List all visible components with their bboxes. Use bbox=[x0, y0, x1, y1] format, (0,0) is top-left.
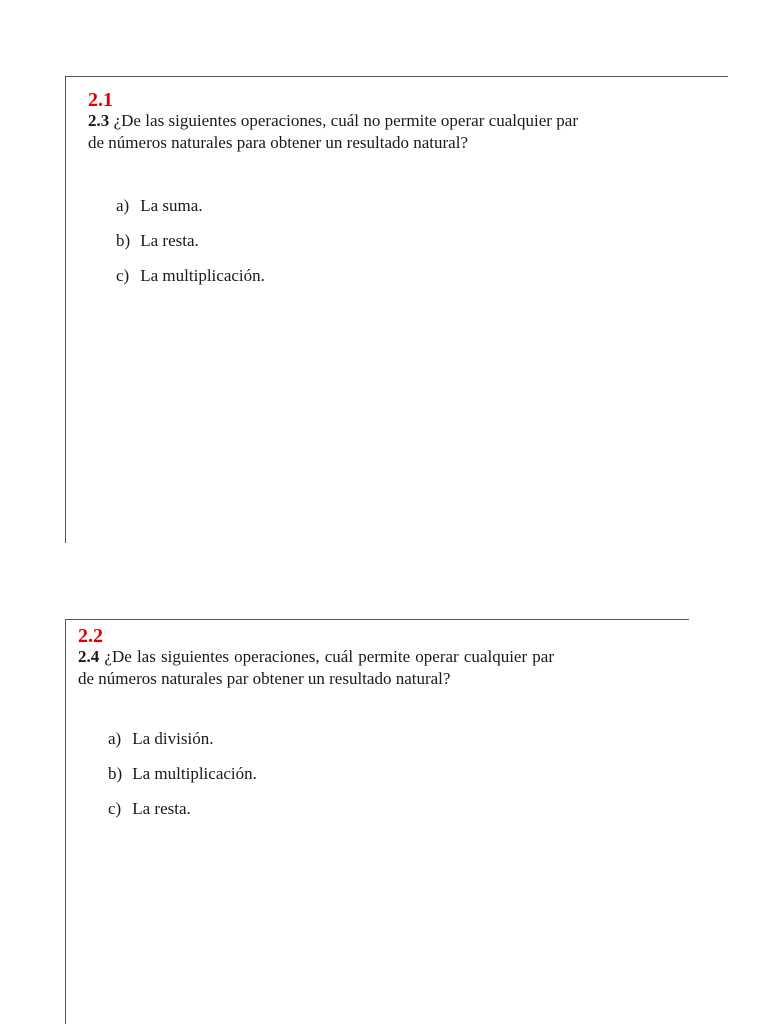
option-text: La resta. bbox=[132, 799, 191, 818]
option-letter: b) bbox=[108, 764, 123, 783]
question-text bbox=[88, 110, 578, 154]
answer-option-a[interactable] bbox=[116, 195, 265, 217]
answer-option-b[interactable] bbox=[116, 230, 265, 252]
option-text: La multiplicación. bbox=[140, 266, 265, 285]
option-letter: c) bbox=[116, 266, 130, 285]
option-text: La suma. bbox=[140, 196, 203, 215]
option-letter: c) bbox=[108, 799, 122, 818]
answer-option-c[interactable] bbox=[108, 798, 257, 820]
question-number: 2.4 bbox=[78, 647, 100, 666]
question-body: ¿De las siguientes operaciones, cuál permite operar cualquier par de números naturales par obtener un resultado natural? bbox=[78, 647, 554, 688]
option-letter: a) bbox=[116, 196, 130, 215]
option-text: La multiplicación. bbox=[132, 764, 257, 783]
question-number: 2.3 bbox=[88, 111, 110, 130]
question-text bbox=[78, 646, 554, 690]
answer-option-b[interactable] bbox=[108, 763, 257, 785]
answer-option-a[interactable] bbox=[108, 728, 257, 750]
option-letter: a) bbox=[108, 729, 122, 748]
question-card-2 bbox=[65, 619, 689, 1024]
answer-options bbox=[116, 195, 265, 300]
section-number: 2.1 bbox=[88, 89, 113, 111]
option-text: La división. bbox=[132, 729, 214, 748]
answer-option-c[interactable] bbox=[116, 265, 265, 287]
question-card-1 bbox=[65, 76, 728, 543]
answer-options bbox=[108, 728, 257, 833]
option-text: La resta. bbox=[140, 231, 199, 250]
option-letter: b) bbox=[116, 231, 131, 250]
question-body: ¿De las siguientes operaciones, cuál no permite operar cualquier par de números naturales para obtener un resultado natural? bbox=[88, 111, 578, 152]
section-number: 2.2 bbox=[78, 625, 103, 647]
